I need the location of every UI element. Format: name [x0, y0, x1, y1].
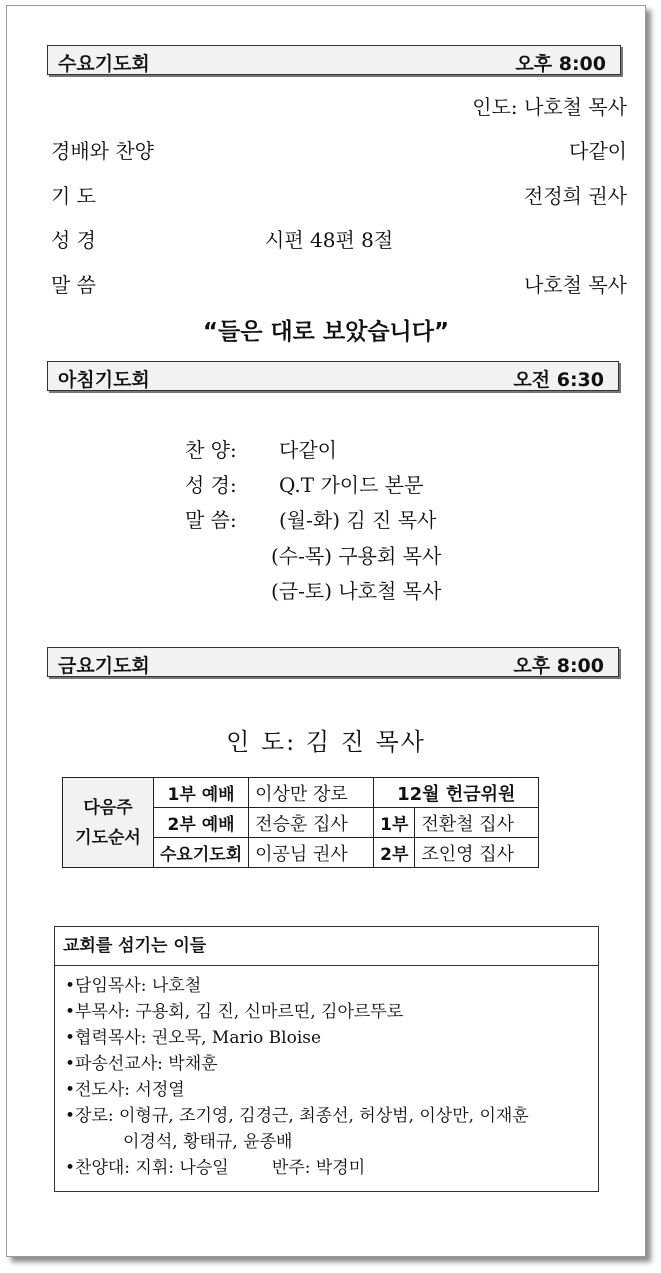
table-row: [63, 778, 539, 808]
wed-row-right: 다같이: [569, 139, 627, 163]
morning-value: (수-목) 구용회 목사: [271, 544, 442, 568]
wed-row-label: 성 경: [51, 228, 96, 252]
part-cell: 1부: [374, 808, 415, 838]
list-item: •전도사: 서정열: [65, 1080, 185, 1100]
service-cell: 수요기도회: [154, 838, 249, 868]
bulletin-page: [6, 5, 646, 1257]
person-cell: 이공님 권사: [249, 838, 374, 868]
servants-box: [54, 926, 599, 1192]
wed-row-label: 경배와 찬양: [51, 139, 154, 163]
wed-row-right: 전정희 권사: [524, 184, 627, 208]
servants-title: 교회를 섬기는 이들: [55, 927, 598, 966]
wednesday-time: 오후 8:00: [515, 53, 606, 75]
member-cell: 전환철 집사: [415, 808, 539, 838]
wed-row-label: 말 씀: [51, 273, 96, 297]
morning-time: 오전 6:30: [513, 369, 604, 391]
wed-row-right: 나호철 목사: [524, 273, 627, 297]
service-cell: 1부 예배: [154, 778, 249, 808]
morning-value: Q.T 가이드 본문: [279, 473, 424, 497]
morning-value: (금-토) 나호철 목사: [271, 579, 442, 603]
wednesday-title: 수요기도회: [58, 53, 150, 75]
part-cell: 2부: [374, 838, 415, 868]
next-week-table: [62, 777, 539, 868]
person-cell: 이상만 장로: [249, 778, 374, 808]
list-item: •파송선교사: 박채훈: [65, 1054, 218, 1074]
list-item: •담임목사: 나호철: [65, 976, 202, 996]
sermon-title: “들은 대로 보았습니다”: [202, 319, 450, 345]
wed-scripture: 시편 48편 8절: [265, 228, 394, 252]
friday-leader: 인 도: 김 진 목사: [226, 728, 426, 756]
member-cell: 조인영 집사: [415, 838, 539, 868]
list-item: •부목사: 구용회, 김 진, 신마르띤, 김아르뚜로: [65, 1002, 404, 1022]
morning-title: 아침기도회: [58, 369, 150, 391]
wednesday-header: [47, 45, 621, 75]
offering-header: 12월 헌금위원: [374, 778, 539, 808]
morning-label: 말 씀:: [185, 508, 237, 532]
friday-header: [47, 647, 619, 677]
next-week-label: [63, 778, 154, 868]
service-cell: 2부 예배: [154, 808, 249, 838]
morning-header: [47, 361, 619, 391]
wednesday-leader: 인도: 나호철 목사: [472, 95, 627, 119]
list-item: •장로: 이형규, 조기영, 김경근, 최종선, 허상범, 이상만, 이재훈: [65, 1106, 529, 1126]
list-item: •협력목사: 권오묵, Mario Bloise: [65, 1028, 322, 1048]
morning-value: 다같이: [279, 438, 337, 462]
wed-row-label: 기 도: [51, 184, 96, 208]
friday-time: 오후 8:00: [513, 655, 604, 677]
morning-value: (월-화) 김 진 목사: [279, 508, 437, 532]
morning-label: 성 경:: [185, 473, 237, 497]
person-cell: 전승훈 집사: [249, 808, 374, 838]
friday-title: 금요기도회: [58, 655, 150, 677]
morning-label: 찬 양:: [185, 438, 237, 462]
list-item: 이경석, 황태규, 윤종배: [123, 1132, 293, 1152]
next-week-label-line2: 기도순서: [75, 827, 141, 848]
list-item: •찬양대: 지휘: 나승일 반주: 박경미: [65, 1158, 366, 1178]
next-week-label-line1: 다음주: [83, 797, 133, 818]
